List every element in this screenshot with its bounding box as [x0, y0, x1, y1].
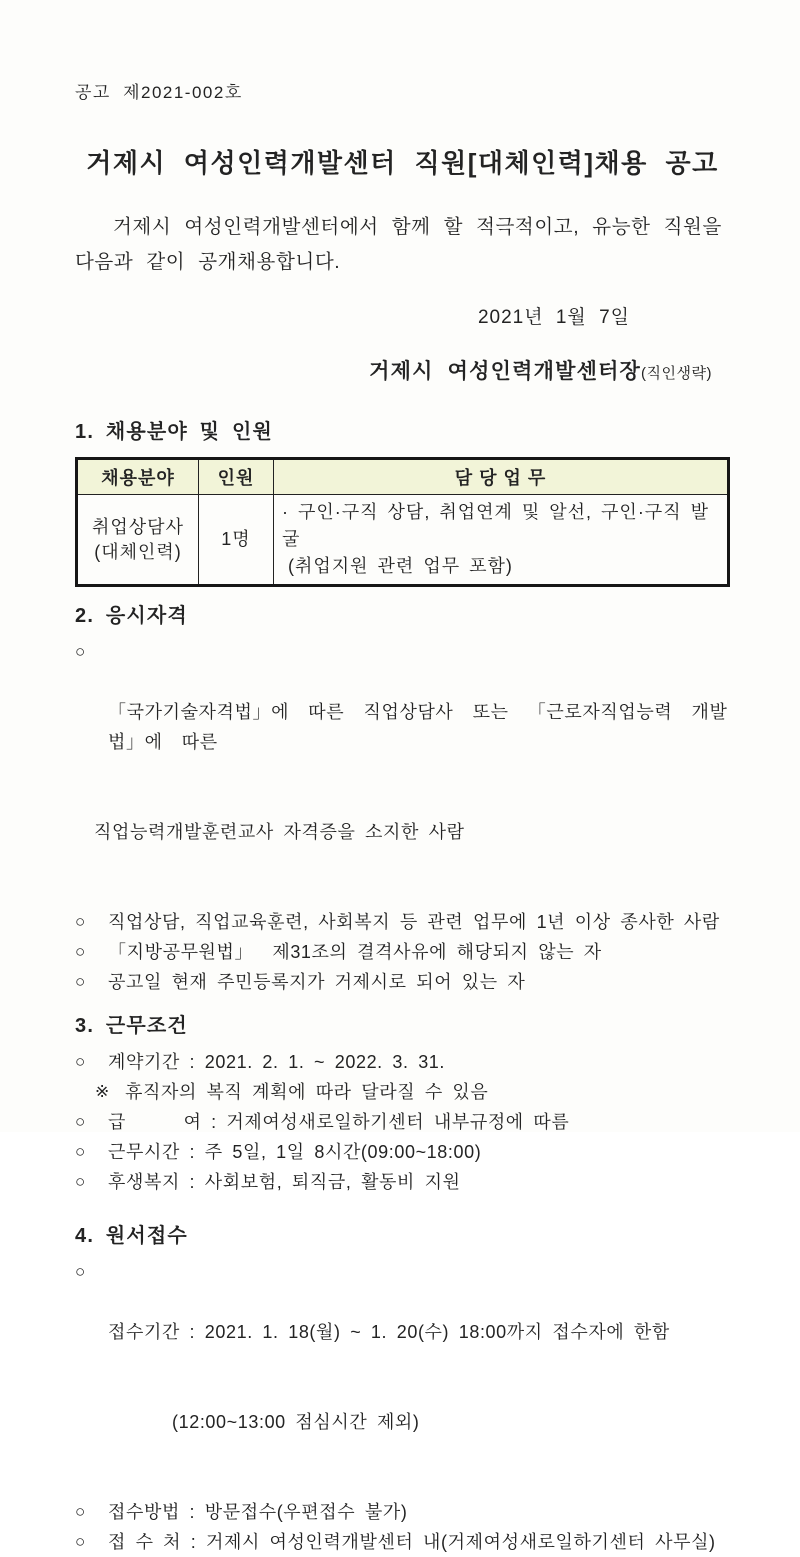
item-line: 접수기간 : 2021. 1. 18(월) ~ 1. 20(수) 18:00까지 접수자에 한함 [108, 1322, 670, 1342]
header-cell-duties: 담 당 업 무 [274, 459, 729, 495]
cell-field [77, 495, 199, 586]
section-application [75, 1223, 730, 1557]
circle-bullet-icon: ○ [75, 1532, 86, 1551]
application-items [75, 1257, 730, 1557]
section-heading-recruit: 1. 채용분야 및 인원 [75, 421, 273, 443]
circle-bullet-icon: ○ [75, 1262, 86, 1281]
cell-duties-line-2: (취업지원 관련 업무 포함) [288, 556, 513, 576]
list-item [75, 1257, 730, 1497]
list-item [75, 907, 730, 937]
item-line: (12:00~13:00 점심시간 제외) [172, 1412, 420, 1432]
cell-field-line-1: 취업상담사 [92, 516, 184, 537]
announcement-date: 2021년 1월 7일 [477, 307, 630, 328]
section-recruit-field [75, 419, 730, 587]
list-item [75, 1527, 730, 1557]
recruit-table [75, 457, 730, 587]
recruit-table-row [77, 495, 729, 586]
list-item [75, 937, 730, 967]
intro-line-1: 거제시 여성인력개발센터에서 함께 할 적극적이고, 유능한 직원을 [113, 216, 722, 238]
note-item [95, 1077, 730, 1107]
section-work-conditions [75, 1013, 730, 1197]
item-text [94, 637, 730, 907]
list-item [75, 967, 730, 997]
section-heading-application: 4. 원서접수 [75, 1225, 188, 1247]
cell-duties [274, 495, 729, 586]
cell-duties-line-1: · 구인·구직 상담, 취업연계 및 알선, 구인·구직 발굴 [282, 502, 709, 549]
item-line: 휴직자의 복직 계획에 따라 달라질 수 있음 [125, 1082, 489, 1102]
page-title: 거제시 여성인력개발센터 직원[대체인력]채용 공고 [86, 148, 719, 178]
item-line: 계약기간 : 2021. 2. 1. ~ 2022. 3. 31. [108, 1052, 446, 1072]
qualification-items [75, 637, 730, 997]
circle-bullet-icon: ○ [75, 1502, 86, 1521]
section-qualification [75, 603, 730, 997]
reference-mark-icon: ※ [95, 1082, 110, 1101]
list-item [75, 1107, 730, 1137]
circle-bullet-icon: ○ [75, 1172, 86, 1191]
item-text [108, 1257, 670, 1497]
recruit-table-header-row [77, 459, 729, 495]
item-line: 직업능력개발훈련교사 자격증을 소지한 사람 [94, 822, 465, 842]
header-cell-count: 인원 [199, 459, 274, 495]
section-heading-work: 3. 근무조건 [75, 1015, 188, 1037]
header-cell-field: 채용분야 [77, 459, 199, 495]
list-item [75, 1047, 730, 1077]
cell-field-line-2: (대체인력) [94, 541, 182, 562]
section-heading-qualification: 2. 응시자격 [75, 605, 188, 627]
circle-bullet-icon: ○ [75, 942, 86, 961]
circle-bullet-icon: ○ [75, 1052, 86, 1071]
item-line: 근무시간 : 주 5일, 1일 8시간(09:00~18:00) [108, 1142, 482, 1162]
item-line: 후생복지 : 사회보험, 퇴직금, 활동비 지원 [108, 1172, 461, 1192]
item-line: 「지방공무원법」 제31조의 결격사유에 해당되지 않는 자 [108, 942, 602, 962]
intro-paragraph [75, 210, 730, 280]
signer-name: 거제시 여성인력개발센터장 [369, 360, 642, 383]
item-line: 접 수 처 : 거제시 여성인력개발센터 내(거제여성새로일하기센터 사무실) [108, 1532, 716, 1552]
work-items [75, 1047, 730, 1197]
circle-bullet-icon: ○ [75, 912, 86, 931]
circle-bullet-icon: ○ [75, 642, 86, 661]
list-item [75, 637, 730, 907]
doc-number: 공고 제2021-002호 [75, 83, 243, 102]
signature-line [75, 355, 730, 385]
item-line: 공고일 현재 주민등록지가 거제시로 되어 있는 자 [108, 972, 526, 992]
item-line: 직업상담, 직업교육훈련, 사회복지 등 관련 업무에 1년 이상 종사한 사람 [108, 912, 720, 932]
circle-bullet-icon: ○ [75, 1112, 86, 1131]
list-item [75, 1167, 730, 1197]
cell-headcount: 1명 [199, 495, 274, 586]
circle-bullet-icon: ○ [75, 1142, 86, 1161]
circle-bullet-icon: ○ [75, 972, 86, 991]
item-line: 접수방법 : 방문접수(우편접수 불가) [108, 1502, 408, 1522]
list-item [75, 1497, 730, 1527]
item-line: 급 여 : 거제여성새로일하기센터 내부규정에 따름 [108, 1112, 570, 1132]
intro-line-2: 다음과 같이 공개채용합니다. [75, 251, 341, 273]
list-item [75, 1137, 730, 1167]
item-line: 「국가기술자격법」에 따른 직업상담사 또는 「근로자직업능력 개발법」에 따른 [108, 702, 728, 752]
signer-seal-note: (직인생략) [641, 365, 712, 382]
